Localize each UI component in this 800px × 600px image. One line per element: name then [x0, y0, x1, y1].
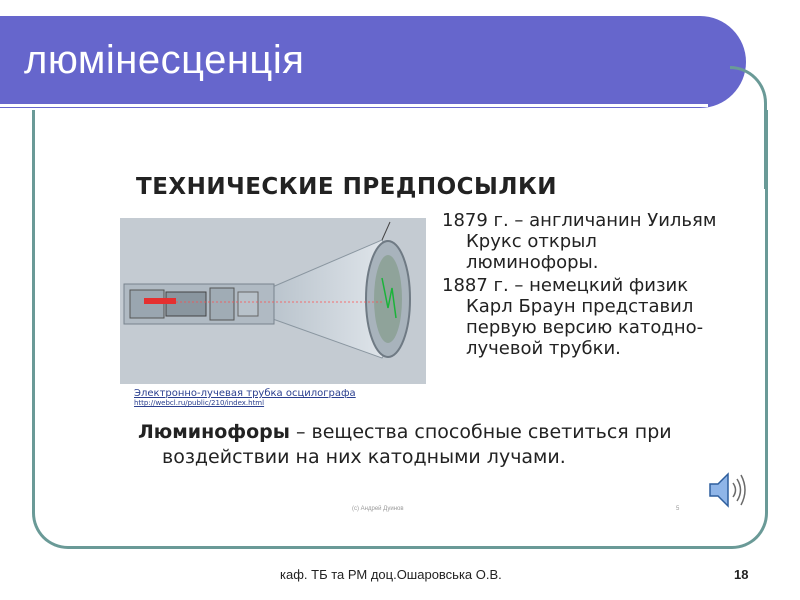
definition-text [138, 420, 702, 470]
crt-tube-illustration [120, 218, 426, 384]
speaker-icon[interactable] [706, 468, 750, 512]
slide-author: (с) Андрей Дуинов [352, 506, 404, 512]
image-url-link[interactable]: http://webcl.ru/public/210/index.html [134, 399, 265, 407]
title-underline [0, 104, 708, 107]
footer-text: каф. ТБ та РМ доц.Ошаровська О.В. [280, 567, 502, 582]
page-title: люмінесценція [24, 38, 305, 82]
embedded-slide [42, 140, 736, 526]
history-item: 1887 г. – немецкий физик Карл Браун представил первую версию катодно-лучевой трубки. [442, 275, 704, 359]
history-text [442, 210, 732, 361]
slide-number: 5 [676, 506, 680, 512]
definition-term: Люминофоры [138, 421, 290, 443]
image-caption-link[interactable]: Электронно-лучевая трубка осцилографа [134, 388, 356, 399]
slide-heading: ТЕХНИЧЕСКИЕ ПРЕДПОСЫЛКИ [136, 174, 558, 200]
page-number: 18 [734, 567, 749, 582]
definition-body: – вещества способные светиться при воздействии на них катодными лучами. [162, 421, 672, 468]
history-item: 1879 г. – англичанин Уильям Крукс открыл люминофоры. [442, 210, 717, 273]
